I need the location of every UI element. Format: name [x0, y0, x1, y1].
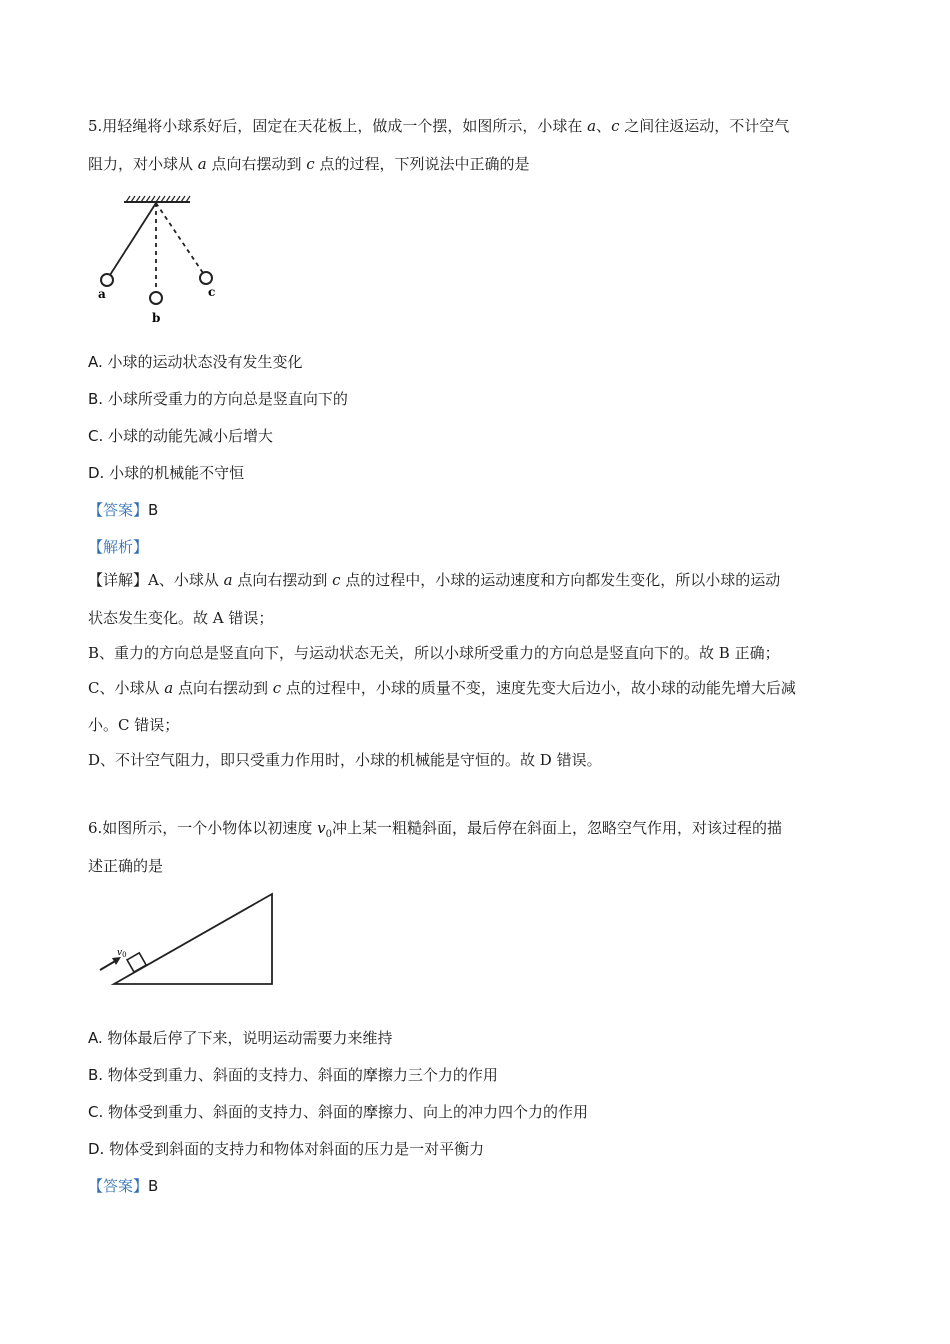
label-b: b — [152, 311, 161, 325]
label-v0: $v_0$ — [117, 948, 127, 959]
q5-detail-line1: 【详解】A、小球从 a 点向右摆动到 c 点的过程中，小球的运动速度和方向都发生变化，所以小球的运动 — [88, 571, 781, 589]
q6-answer: 【答案】B — [88, 1177, 159, 1195]
block — [127, 953, 146, 972]
ball-c — [200, 272, 212, 284]
q6-option-b: B. 物体受到重力、斜面的支持力、斜面的摩擦力三个力的作用 — [88, 1066, 498, 1084]
q6-option-d: D. 物体受到斜面的支持力和物体对斜面的压力是一对平衡力 — [88, 1140, 485, 1158]
q6-stem-line1: 6.如图所示，一个小物体以初速度 $v_0$冲上某一粗糙斜面，最后停在斜面上，忽略空气作用，对该过程的描 — [88, 819, 782, 840]
string-a — [110, 203, 156, 275]
label-a: a — [98, 287, 106, 301]
incline-figure — [92, 890, 282, 990]
q6-stem-line2: 述正确的是 — [88, 857, 164, 875]
q5-option-a: A. 小球的运动状态没有发生变化 — [88, 353, 303, 371]
label-c: c — [208, 285, 216, 299]
q5-analysis-tag: 【解析】 — [88, 538, 149, 556]
string-c — [156, 203, 203, 273]
q5-answer: 【答案】B — [88, 501, 159, 519]
q5-detail-line2: 状态发生变化。故 A 错误； — [88, 609, 274, 627]
q6-option-c: C. 物体受到重力、斜面的支持力、斜面的摩擦力、向上的冲力四个力的作用 — [88, 1103, 589, 1121]
q5-detail-line5: 小。C 错误； — [88, 716, 180, 734]
q5-option-b: B. 小球所受重力的方向总是竖直向下的 — [88, 390, 348, 408]
q6-option-a: A. 物体最后停了下来，说明运动需要力来维持 — [88, 1029, 393, 1047]
q5-stem-line2: 阻力，对小球从 a 点向右摆动到 c 点的过程，下列说法中正确的是 — [88, 155, 530, 173]
ball-b — [150, 292, 162, 304]
pendulum-figure — [90, 192, 230, 327]
q5-option-d: D. 小球的机械能不守恒 — [88, 464, 245, 482]
ball-a — [101, 274, 113, 286]
q5-stem-line1: 5.用轻绳将小球系好后，固定在天花板上，做成一个摆，如图所示，小球在 a、c 之间往返运动，不计空气 — [88, 117, 790, 135]
q5-option-c: C. 小球的动能先减小后增大 — [88, 427, 274, 445]
q5-detail-line6: D、不计空气阻力，即只受重力作用时，小球的机械能是守恒的。故 D 错误。 — [88, 751, 602, 769]
q5-detail-line4: C、小球从 a 点向右摆动到 c 点的过程中，小球的质量不变，速度先变大后边小，故小球的动能先增大后减 — [88, 679, 796, 697]
q5-detail-line3: B、重力的方向总是竖直向下，与运动状态无关，所以小球所受重力的方向总是竖直向下的。故 B 正确； — [88, 644, 780, 662]
